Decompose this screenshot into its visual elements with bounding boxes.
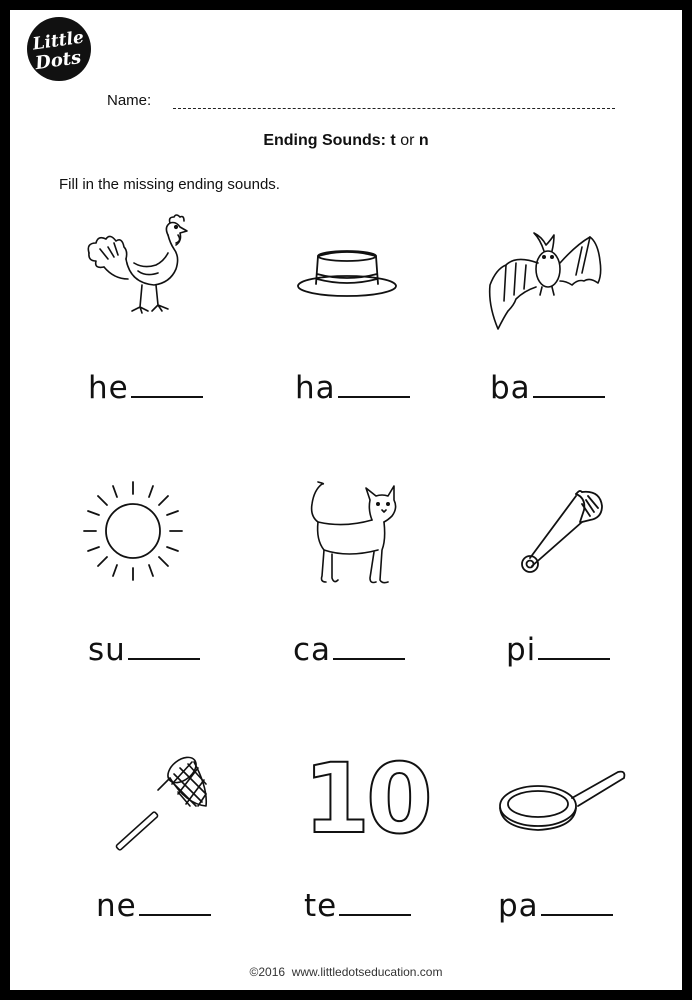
word-ca: [293, 626, 405, 666]
word-pi: [506, 626, 610, 666]
little-dots-logo: [26, 16, 92, 82]
sun-icon: [80, 478, 186, 584]
answer-blank[interactable]: [339, 914, 411, 916]
name-label: Name:: [107, 92, 152, 109]
ten-number: 10: [303, 743, 429, 855]
word-stem: ca: [293, 632, 332, 668]
ten-icon: [303, 743, 429, 855]
svg-text:Little: Little: [31, 27, 86, 55]
word-stem: su: [88, 632, 126, 668]
answer-blank[interactable]: [541, 914, 613, 916]
answer-blank[interactable]: [333, 658, 405, 660]
answer-blank[interactable]: [338, 396, 410, 398]
safety-pin-icon: [516, 488, 606, 576]
word-ha: [295, 364, 410, 404]
name-field[interactable]: [173, 108, 615, 109]
answer-blank[interactable]: [128, 658, 200, 660]
answer-blank[interactable]: [131, 396, 203, 398]
answer-blank[interactable]: [139, 914, 211, 916]
answer-blank[interactable]: [533, 396, 605, 398]
word-pa: [498, 882, 613, 922]
word-stem: he: [88, 370, 129, 406]
bat-icon: [486, 225, 604, 331]
word-stem: ha: [295, 370, 336, 406]
svg-text:Dots: Dots: [33, 46, 83, 75]
word-stem: ne: [96, 888, 137, 924]
title-bold: Ending Sounds:: [263, 132, 386, 149]
title-option-t: t: [390, 132, 396, 149]
word-te: [304, 882, 411, 922]
worksheet: [10, 10, 682, 990]
pan-icon: [498, 762, 628, 836]
word-stem: ba: [490, 370, 531, 406]
word-stem: pa: [498, 888, 539, 924]
answer-blank[interactable]: [538, 658, 610, 660]
word-ne: [96, 882, 211, 922]
hat-icon: [296, 248, 398, 300]
net-icon: [108, 752, 210, 844]
instruction-text: Fill in the missing ending sounds.: [59, 176, 280, 193]
footer-copyright: ©2016 www.littledotseducation.com: [249, 965, 443, 979]
word-he: [88, 364, 203, 404]
word-su: [88, 626, 200, 666]
word-stem: te: [304, 888, 338, 924]
word-ba: [490, 364, 605, 404]
cat-icon: [304, 480, 400, 586]
page-title: [10, 132, 682, 150]
word-stem: pi: [506, 632, 537, 668]
hen-icon: [84, 213, 189, 321]
title-connector: or: [400, 132, 415, 149]
title-option-n: n: [418, 132, 429, 149]
